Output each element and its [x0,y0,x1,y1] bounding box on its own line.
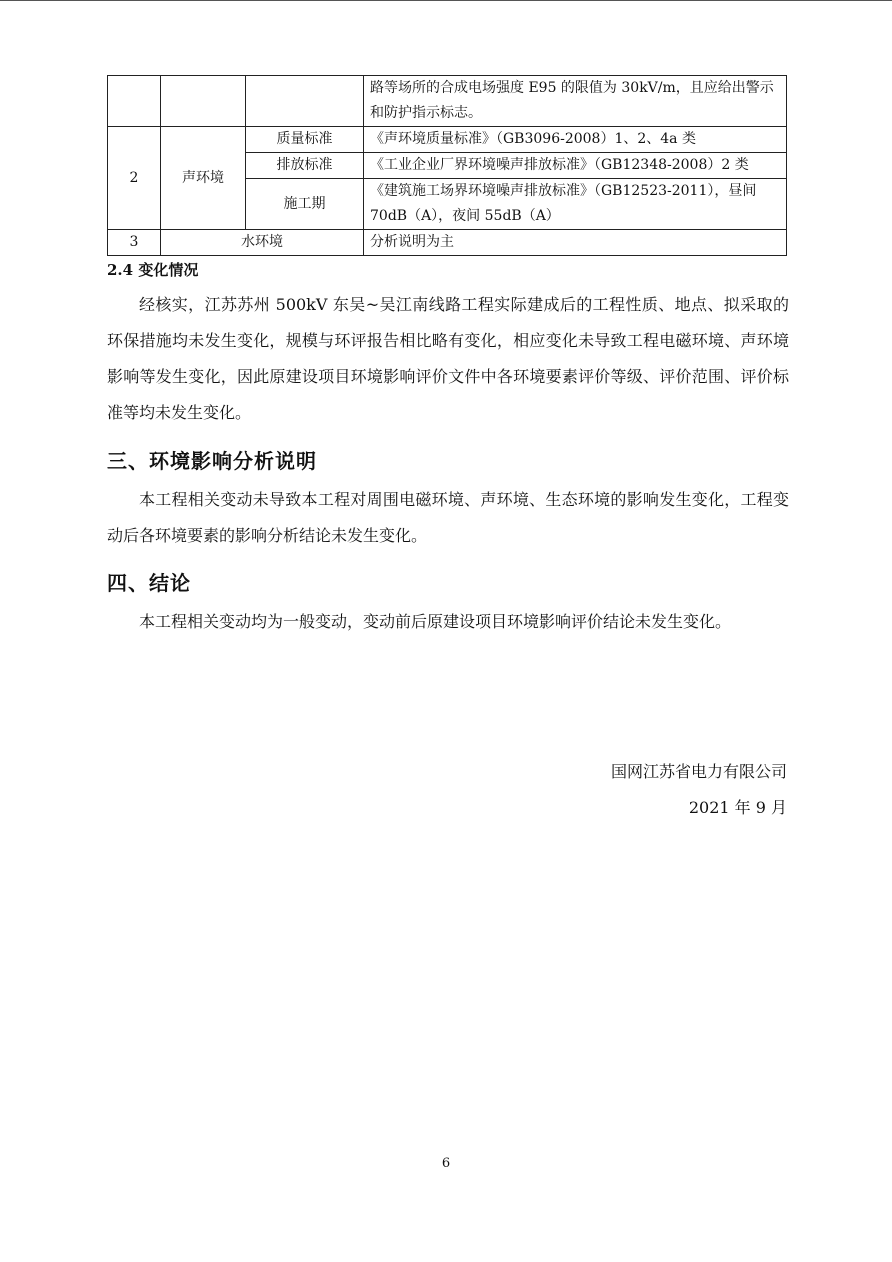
page-number: 6 [441,1156,451,1171]
signature-date: 2021 年 9 月 [688,798,787,817]
paragraph-3: 本工程相关变动未导致本工程对周围电磁环境、声环境、生态环境的影响发生变化，工程变动后各环境要素的影响分析结论未发生变化。 [107,490,789,545]
table-row [108,76,787,127]
table-cell-type: 施工期 [246,179,364,230]
top-border-line [0,0,892,1]
table-cell-category: 声环境 [161,127,246,230]
table-cell-text: 《建筑施工场界环境噪声排放标准》（GB12523-2011），昼间 70dB（A），夜间 55dB（A） [364,179,787,230]
signature-organization: 国网江苏省电力有限公司 [610,762,787,781]
paragraph-4: 本工程相关变动均为一般变动，变动前后原建设项目环境影响评价结论未发生变化。 [139,612,732,631]
table-cell-empty [108,76,161,127]
table-cell-category: 水环境 [161,230,364,256]
standards-table [107,75,787,256]
table-cell-type: 质量标准 [246,127,364,153]
section-heading-4: 四、结论 [107,571,191,595]
table-cell-text: 《声环境质量标准》（GB3096-2008）1、2、4a 类 [364,127,787,153]
table-cell-empty [161,76,246,127]
paragraph-2-4: 经核实，江苏苏州 500kV 东吴~吴江南线路工程实际建成后的工程性质、地点、拟采取的环保措施均未发生变化，规模与环评报告相比略有变化，相应变化未导致工程电磁环境、声环境影响等发生变化，因此原建设项目环境影响评价文件中各环境要素评价等级、评价范围、评价标准等均未发生变化。 [107,295,789,422]
section-heading-3: 三、环境影响分析说明 [107,449,317,473]
table-row [108,230,787,256]
section-heading-2-4: 2.4 变化情况 [107,261,199,279]
table-row [108,127,787,153]
table-cell-empty [246,76,364,127]
table-cell-type: 排放标准 [246,153,364,179]
table-cell-text: 《工业企业厂界环境噪声排放标准》（GB12348-2008）2 类 [364,153,787,179]
table-cell-number: 3 [108,230,161,256]
table-cell-text: 分析说明为主 [364,230,787,256]
table-cell-text: 路等场所的合成电场强度 E95 的限值为 30kV/m，且应给出警示和防护指示标志。 [364,76,787,127]
table-cell-number: 2 [108,127,161,230]
